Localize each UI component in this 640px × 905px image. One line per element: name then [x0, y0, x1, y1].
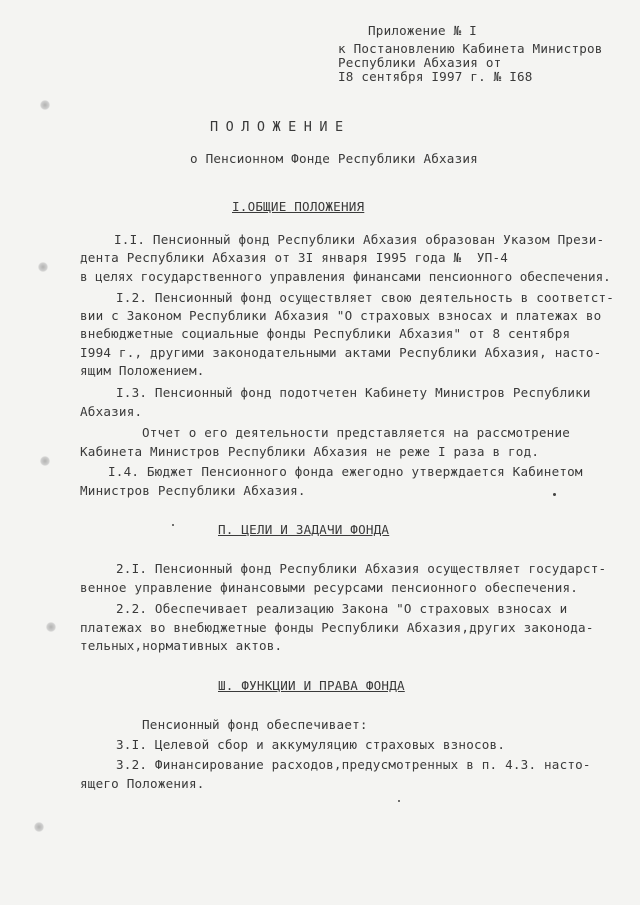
paragraph-line: Абхазия. [80, 404, 143, 419]
paragraph-line: I.I. Пенсионный фонд Республики Абхазия образован Указом Прези- [114, 232, 605, 247]
binding-hole-mark [46, 622, 56, 632]
paragraph-line: Министров Республики Абхазия. [80, 483, 306, 498]
document-title: ПОЛОЖЕНИЕ [210, 119, 351, 135]
paragraph-line: вии с Законом Республики Абхазия "О страховых взносах и платежах во [80, 308, 602, 323]
ink-speck [398, 800, 400, 802]
binding-hole-mark [38, 262, 48, 272]
document-subtitle: о Пенсионном Фонде Республики Абхазия [190, 151, 478, 166]
paragraph-line: ящего Положения. [80, 776, 205, 791]
paragraph-line: дента Республики Абхазия от 3I января I995 года № УП-4 [80, 250, 509, 265]
ink-speck [553, 493, 556, 496]
paragraph-line: I.2. Пенсионный фонд осуществляет свою деятельность в соответст- [116, 290, 615, 305]
appendix-ref-line: Республики Абхазия от [338, 55, 502, 70]
section-heading: Ш. ФУНКЦИИ И ПРАВА ФОНДА [218, 678, 405, 693]
appendix-date-line: I8 сентября I997 г. № I68 [338, 69, 533, 84]
appendix-ref-line: к Постановлению Кабинета Министров [338, 41, 603, 56]
section-heading: П. ЦЕЛИ И ЗАДАЧИ ФОНДА [218, 522, 390, 537]
section-heading: I.ОБЩИЕ ПОЛОЖЕНИЯ [232, 199, 365, 214]
paragraph-line: 2.2. Обеспечивает реализацию Закона "О страховых взносах и [116, 601, 568, 616]
paragraph-line: I994 г., другими законодательными актами Республики Абхазия, насто- [80, 345, 602, 360]
paragraph-line: венное управление финансовыми ресурсами пенсионного обеспечения. [80, 580, 579, 595]
appendix-label: Приложение № I [368, 23, 477, 38]
paragraph-line: I.4. Бюджет Пенсионного фонда ежегодно утверждается Кабинетом [108, 464, 583, 479]
paragraph-line: Пенсионный фонд обеспечивает: [142, 717, 368, 732]
paragraph-line: тельных,нормативных актов. [80, 638, 283, 653]
binding-hole-mark [40, 100, 50, 110]
paragraph-line: в целях государственного управления финансами пенсионного обеспечения. [80, 269, 611, 284]
binding-hole-mark [40, 456, 50, 466]
paragraph-line: 3.I. Целевой сбор и аккумуляцию страховых взносов. [116, 737, 506, 752]
paragraph-line: 2.I. Пенсионный фонд Республики Абхазия осуществляет государст- [116, 561, 607, 576]
ink-speck [172, 524, 174, 526]
paragraph-line: ящим Положением. [80, 363, 205, 378]
paragraph-line: платежах во внебюджетные фонды Республики Абхазия,других законода- [80, 620, 594, 635]
binding-hole-mark [34, 822, 44, 832]
paragraph-line: Кабинета Министров Республики Абхазия не реже I раза в год. [80, 444, 540, 459]
paragraph-line: Отчет о его деятельности представляется на рассмотрение [142, 425, 571, 440]
paragraph-line: I.3. Пенсионный фонд подотчетен Кабинету Министров Республики [116, 385, 591, 400]
paragraph-line: внебюджетные социальные фонды Республики Абхазия" от 8 сентября [80, 326, 571, 341]
paragraph-line: 3.2. Финансирование расходов,предусмотренных в п. 4.3. насто- [116, 757, 591, 772]
